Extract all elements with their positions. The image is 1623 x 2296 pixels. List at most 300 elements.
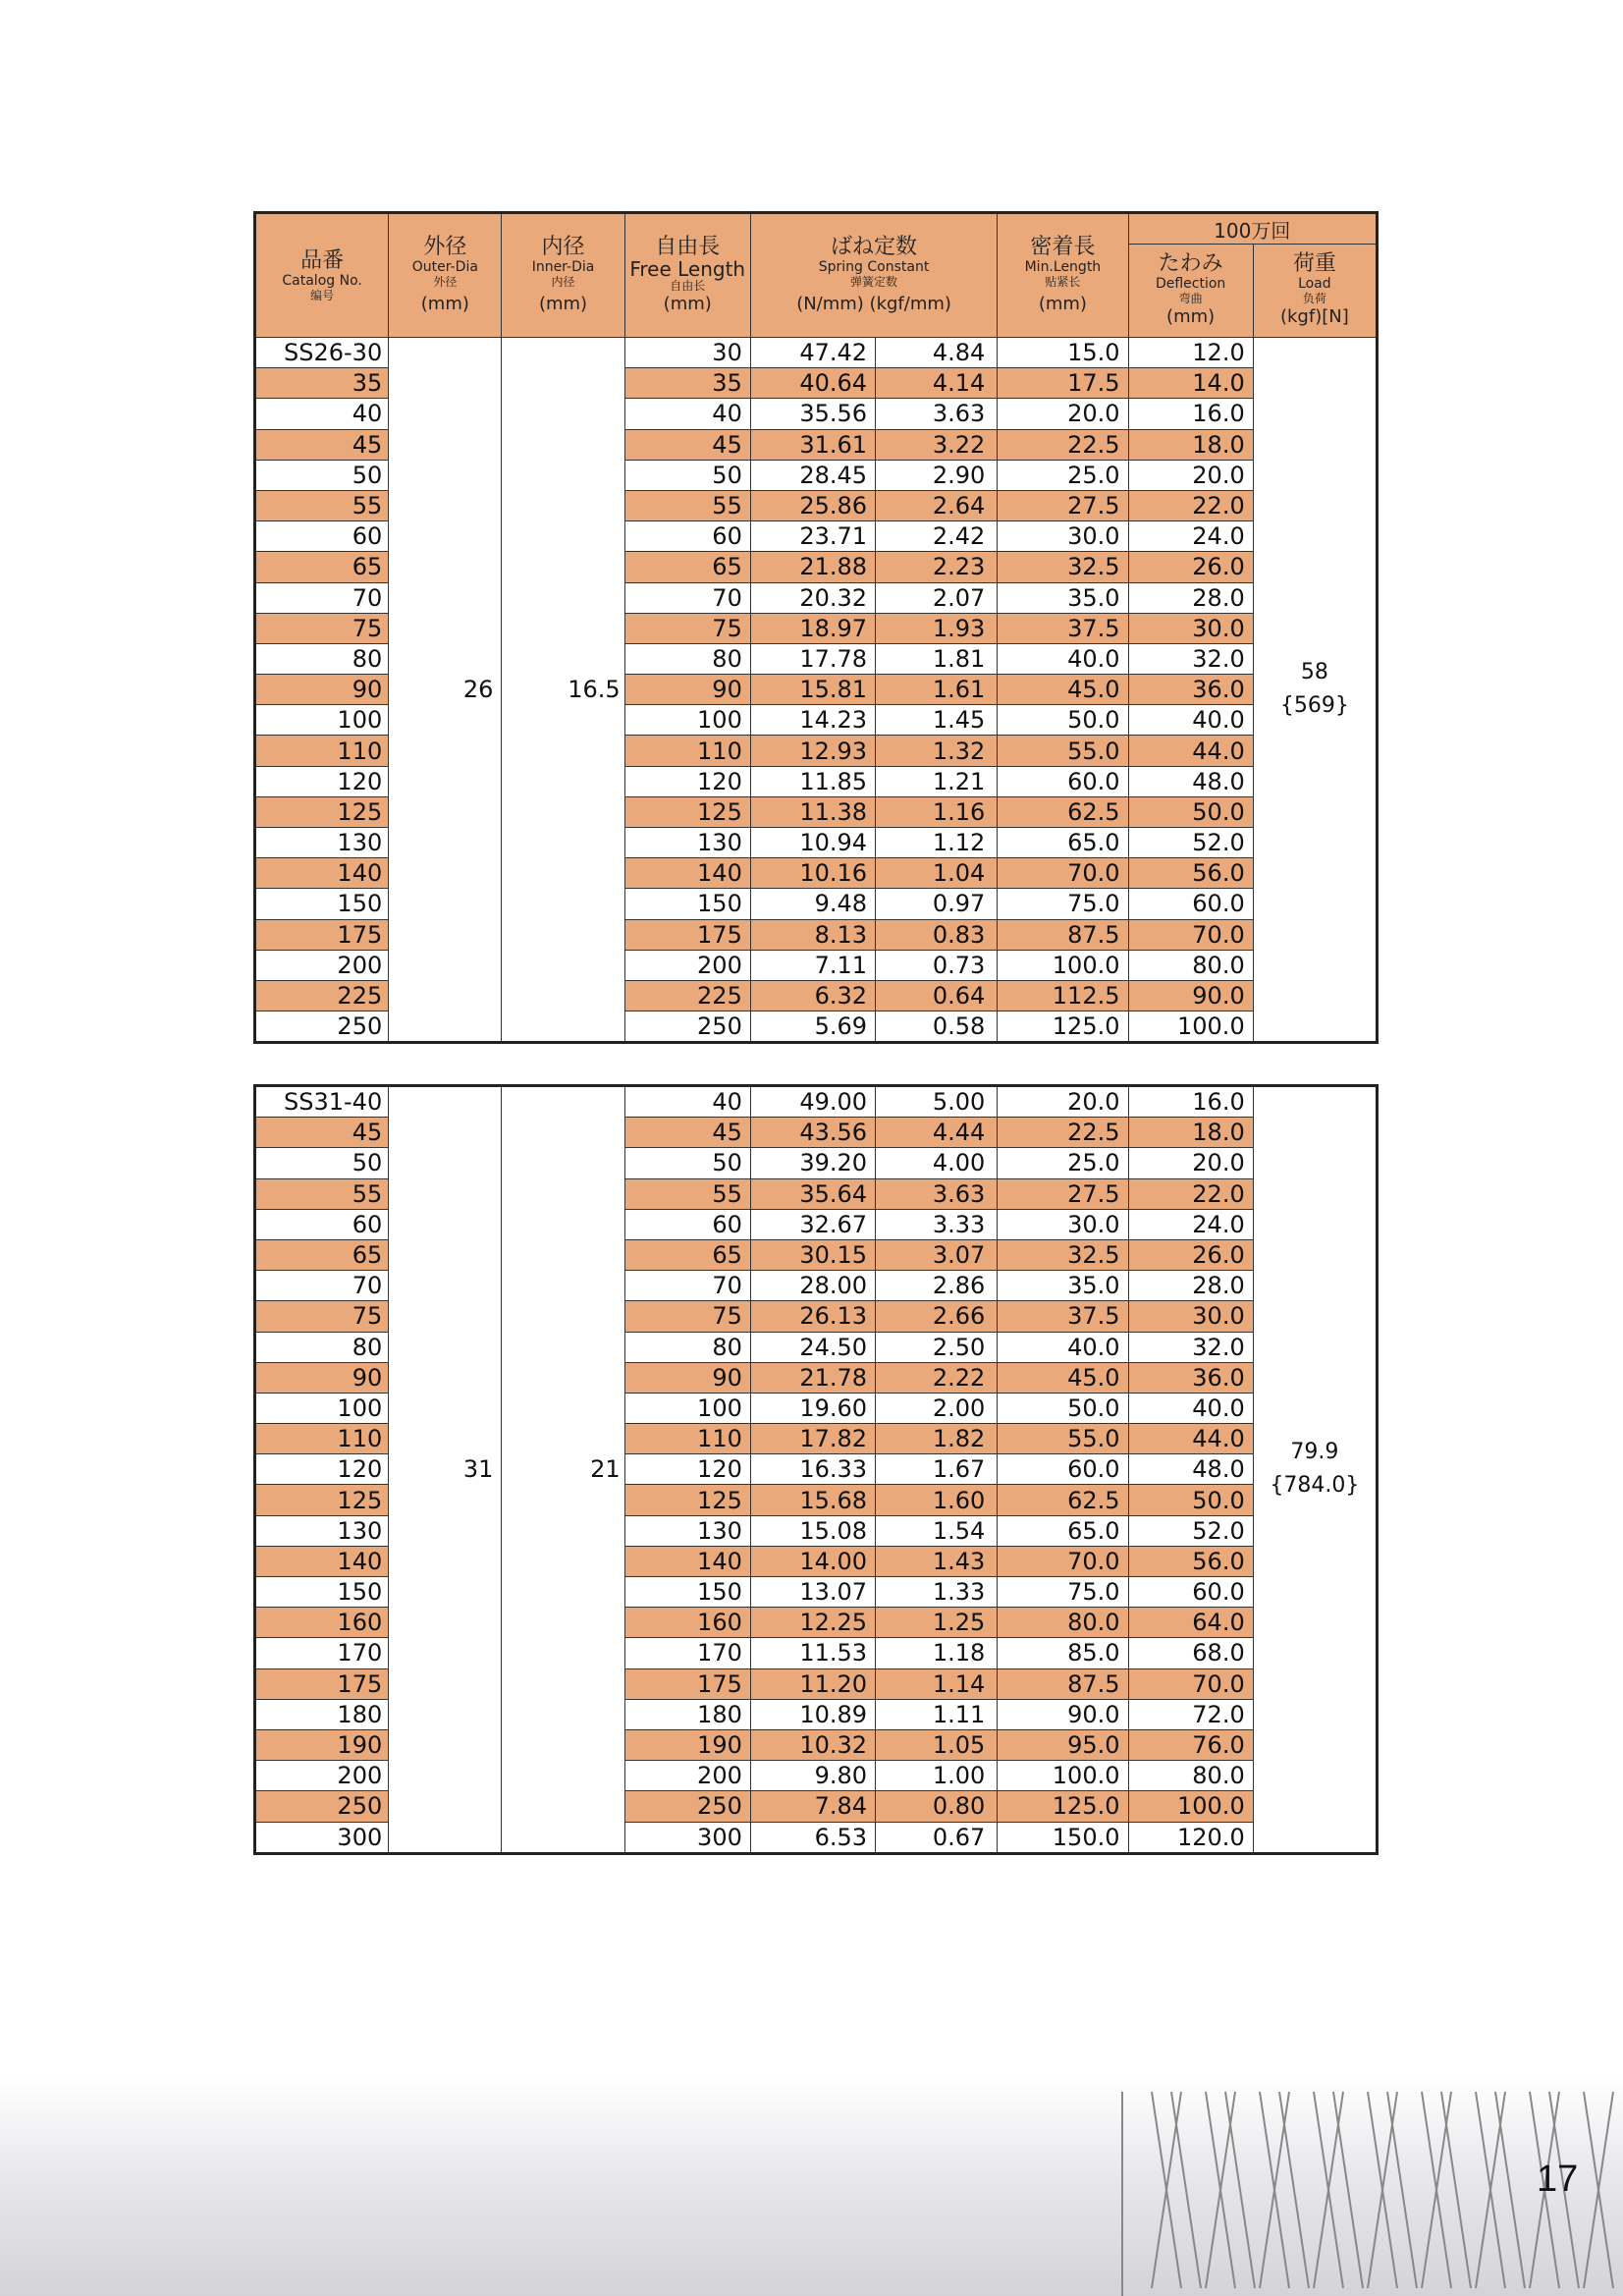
spring-constant-n-cell: 35.56 bbox=[750, 399, 875, 429]
catalog-no-cell: 225 bbox=[255, 980, 389, 1011]
spec-table-ss31 bbox=[253, 1084, 1379, 1855]
deflection-cell: 26.0 bbox=[1128, 552, 1253, 582]
min-length-cell: 80.0 bbox=[998, 1608, 1128, 1638]
catalog-no-cell: 130 bbox=[255, 828, 389, 858]
load-kgf: 79.9 bbox=[1290, 1440, 1339, 1465]
deflection-cell: 40.0 bbox=[1128, 1393, 1253, 1423]
deflection-cell: 48.0 bbox=[1128, 766, 1253, 796]
deflection-cell: 30.0 bbox=[1128, 613, 1253, 643]
catalog-no-cell: 50 bbox=[255, 460, 389, 490]
deflection-cell: 56.0 bbox=[1128, 858, 1253, 889]
header-spring-constant: ばね定数 Spring Constant 弹簧定数 (N/mm) (kgf/mm) bbox=[750, 213, 997, 338]
min-length-cell: 27.5 bbox=[998, 1178, 1128, 1209]
min-length-cell: 20.0 bbox=[998, 399, 1128, 429]
min-length-cell: 27.5 bbox=[998, 490, 1128, 520]
deflection-cell: 80.0 bbox=[1128, 1761, 1253, 1791]
min-length-cell: 37.5 bbox=[998, 613, 1128, 643]
deflection-cell: 100.0 bbox=[1128, 1791, 1253, 1822]
catalog-no-cell: 50 bbox=[255, 1148, 389, 1178]
min-length-cell: 30.0 bbox=[998, 1209, 1128, 1239]
spring-constant-n-cell: 9.80 bbox=[750, 1761, 875, 1791]
page-number: 17 bbox=[1537, 2159, 1579, 2200]
spring-constant-kgf-cell: 3.07 bbox=[876, 1239, 998, 1270]
deflection-cell: 52.0 bbox=[1128, 1515, 1253, 1546]
catalog-no-cell: 120 bbox=[255, 1454, 389, 1485]
deflection-cell: 100.0 bbox=[1128, 1011, 1253, 1043]
deflection-cell: 18.0 bbox=[1128, 429, 1253, 460]
spring-constant-kgf-cell: 4.44 bbox=[876, 1118, 998, 1148]
min-length-cell: 75.0 bbox=[998, 1577, 1128, 1608]
spring-constant-kgf-cell: 1.05 bbox=[876, 1729, 998, 1760]
catalog-no-cell: 45 bbox=[255, 429, 389, 460]
free-length-cell: 175 bbox=[624, 1668, 750, 1699]
catalog-no-cell: 110 bbox=[255, 1424, 389, 1454]
catalog-no-cell: 35 bbox=[255, 368, 389, 399]
free-length-cell: 75 bbox=[624, 613, 750, 643]
catalog-no-cell: 150 bbox=[255, 889, 389, 919]
catalog-no-cell: 60 bbox=[255, 521, 389, 552]
deflection-cell: 16.0 bbox=[1128, 399, 1253, 429]
table-body bbox=[255, 338, 1378, 1043]
free-length-cell: 45 bbox=[624, 429, 750, 460]
catalog-no-cell: 70 bbox=[255, 1271, 389, 1301]
load-cell bbox=[1253, 338, 1377, 1043]
catalog-no-cell: 110 bbox=[255, 736, 389, 766]
spring-constant-kgf-cell: 1.25 bbox=[876, 1608, 998, 1638]
spring-constant-kgf-cell: 1.12 bbox=[876, 828, 998, 858]
min-length-cell: 22.5 bbox=[998, 1118, 1128, 1148]
free-length-cell: 110 bbox=[624, 736, 750, 766]
deflection-cell: 28.0 bbox=[1128, 1271, 1253, 1301]
free-length-cell: 60 bbox=[624, 1209, 750, 1239]
deflection-cell: 32.0 bbox=[1128, 643, 1253, 674]
free-length-cell: 55 bbox=[624, 1178, 750, 1209]
spring-constant-n-cell: 21.88 bbox=[750, 552, 875, 582]
spring-constant-kgf-cell: 3.22 bbox=[876, 429, 998, 460]
spring-constant-n-cell: 30.15 bbox=[750, 1239, 875, 1270]
spring-constant-n-cell: 28.00 bbox=[750, 1271, 875, 1301]
free-length-cell: 75 bbox=[624, 1301, 750, 1332]
spring-constant-n-cell: 21.78 bbox=[750, 1362, 875, 1393]
spec-table-ss26 bbox=[253, 211, 1379, 1044]
catalog-no-cell: 40 bbox=[255, 399, 389, 429]
catalog-no-cell: 125 bbox=[255, 796, 389, 827]
min-length-cell: 50.0 bbox=[998, 1393, 1128, 1423]
free-length-cell: 30 bbox=[624, 338, 750, 368]
deflection-cell: 80.0 bbox=[1128, 950, 1253, 980]
spring-constant-kgf-cell: 1.61 bbox=[876, 675, 998, 705]
deflection-cell: 22.0 bbox=[1128, 1178, 1253, 1209]
deflection-cell: 16.0 bbox=[1128, 1086, 1253, 1118]
free-length-cell: 35 bbox=[624, 368, 750, 399]
min-length-cell: 87.5 bbox=[998, 919, 1128, 950]
spring-constant-kgf-cell: 2.66 bbox=[876, 1301, 998, 1332]
min-length-cell: 125.0 bbox=[998, 1791, 1128, 1822]
free-length-cell: 65 bbox=[624, 552, 750, 582]
spring-constant-kgf-cell: 2.86 bbox=[876, 1271, 998, 1301]
spring-constant-n-cell: 40.64 bbox=[750, 368, 875, 399]
free-length-cell: 225 bbox=[624, 980, 750, 1011]
catalog-no-cell: 60 bbox=[255, 1209, 389, 1239]
spring-constant-n-cell: 10.16 bbox=[750, 858, 875, 889]
spring-constant-kgf-cell: 1.81 bbox=[876, 643, 998, 674]
catalog-no-cell: 75 bbox=[255, 1301, 389, 1332]
free-length-cell: 160 bbox=[624, 1608, 750, 1638]
spring-constant-n-cell: 11.38 bbox=[750, 796, 875, 827]
free-length-cell: 300 bbox=[624, 1822, 750, 1853]
deflection-cell: 52.0 bbox=[1128, 828, 1253, 858]
spring-constant-n-cell: 25.86 bbox=[750, 490, 875, 520]
spring-constant-n-cell: 47.42 bbox=[750, 338, 875, 368]
deflection-cell: 120.0 bbox=[1128, 1822, 1253, 1853]
spring-constant-kgf-cell: 2.42 bbox=[876, 521, 998, 552]
min-length-cell: 25.0 bbox=[998, 460, 1128, 490]
min-length-cell: 20.0 bbox=[998, 1086, 1128, 1118]
catalog-no-cell: 190 bbox=[255, 1729, 389, 1760]
inner-dia-cell: 21 bbox=[502, 1086, 624, 1854]
catalog-no-cell: 90 bbox=[255, 1362, 389, 1393]
free-length-cell: 130 bbox=[624, 828, 750, 858]
catalog-no-cell: 45 bbox=[255, 1118, 389, 1148]
spring-constant-kgf-cell: 2.90 bbox=[876, 460, 998, 490]
deflection-cell: 26.0 bbox=[1128, 1239, 1253, 1270]
spring-constant-n-cell: 11.20 bbox=[750, 1668, 875, 1699]
spring-constant-kgf-cell: 2.23 bbox=[876, 552, 998, 582]
min-length-cell: 125.0 bbox=[998, 1011, 1128, 1043]
min-length-cell: 32.5 bbox=[998, 552, 1128, 582]
spring-constant-n-cell: 11.53 bbox=[750, 1638, 875, 1668]
spring-constant-n-cell: 5.69 bbox=[750, 1011, 875, 1043]
spring-constant-n-cell: 6.53 bbox=[750, 1822, 875, 1853]
spring-constant-n-cell: 9.48 bbox=[750, 889, 875, 919]
min-length-cell: 100.0 bbox=[998, 1761, 1128, 1791]
spring-constant-kgf-cell: 1.18 bbox=[876, 1638, 998, 1668]
spring-constant-n-cell: 6.32 bbox=[750, 980, 875, 1011]
free-length-cell: 200 bbox=[624, 950, 750, 980]
spring-constant-kgf-cell: 1.16 bbox=[876, 796, 998, 827]
catalog-no-cell: 250 bbox=[255, 1791, 389, 1822]
catalog-no-cell: 80 bbox=[255, 1332, 389, 1362]
spring-constant-kgf-cell: 0.67 bbox=[876, 1822, 998, 1853]
deflection-cell: 60.0 bbox=[1128, 1577, 1253, 1608]
min-length-cell: 95.0 bbox=[998, 1729, 1128, 1760]
deflection-cell: 60.0 bbox=[1128, 889, 1253, 919]
catalog-no-cell: 180 bbox=[255, 1699, 389, 1729]
free-length-cell: 65 bbox=[624, 1239, 750, 1270]
free-length-cell: 110 bbox=[624, 1424, 750, 1454]
free-length-cell: 130 bbox=[624, 1515, 750, 1546]
spring-constant-n-cell: 23.71 bbox=[750, 521, 875, 552]
spring-constant-n-cell: 8.13 bbox=[750, 919, 875, 950]
spring-constant-n-cell: 19.60 bbox=[750, 1393, 875, 1423]
min-length-cell: 35.0 bbox=[998, 1271, 1128, 1301]
spring-constant-n-cell: 10.94 bbox=[750, 828, 875, 858]
spring-constant-kgf-cell: 1.60 bbox=[876, 1485, 998, 1515]
spring-constant-n-cell: 28.45 bbox=[750, 460, 875, 490]
spring-constant-kgf-cell: 1.21 bbox=[876, 766, 998, 796]
spring-constant-n-cell: 26.13 bbox=[750, 1301, 875, 1332]
inner-dia-cell: 16.5 bbox=[502, 338, 624, 1043]
catalog-no-cell: 55 bbox=[255, 1178, 389, 1209]
spring-constant-kgf-cell: 1.04 bbox=[876, 858, 998, 889]
min-length-cell: 35.0 bbox=[998, 582, 1128, 613]
spring-constant-n-cell: 15.81 bbox=[750, 675, 875, 705]
deflection-cell: 40.0 bbox=[1128, 705, 1253, 736]
spring-constant-kgf-cell: 1.82 bbox=[876, 1424, 998, 1454]
table-body bbox=[255, 1086, 1378, 1854]
free-length-cell: 250 bbox=[624, 1791, 750, 1822]
min-length-cell: 17.5 bbox=[998, 368, 1128, 399]
catalog-no-cell: 80 bbox=[255, 643, 389, 674]
spring-constant-kgf-cell: 2.00 bbox=[876, 1393, 998, 1423]
free-length-cell: 125 bbox=[624, 796, 750, 827]
free-length-cell: 250 bbox=[624, 1011, 750, 1043]
spring-constant-kgf-cell: 1.45 bbox=[876, 705, 998, 736]
deflection-cell: 68.0 bbox=[1128, 1638, 1253, 1668]
outer-dia-cell: 31 bbox=[389, 1086, 502, 1854]
spring-constant-kgf-cell: 5.00 bbox=[876, 1086, 998, 1118]
deflection-cell: 22.0 bbox=[1128, 490, 1253, 520]
free-length-cell: 80 bbox=[624, 643, 750, 674]
spring-constant-n-cell: 24.50 bbox=[750, 1332, 875, 1362]
table-header bbox=[255, 213, 1378, 338]
min-length-cell: 15.0 bbox=[998, 338, 1128, 368]
catalog-no-cell: 125 bbox=[255, 1485, 389, 1515]
catalog-no-cell: 250 bbox=[255, 1011, 389, 1043]
spring-constant-kgf-cell: 1.67 bbox=[876, 1454, 998, 1485]
header-free-length: 自由長 Free Length 自由长 (mm) bbox=[624, 213, 750, 338]
header-deflection: たわみ Deflection 弯曲 (mm) bbox=[1128, 245, 1253, 338]
catalog-no-cell: 175 bbox=[255, 919, 389, 950]
free-length-cell: 180 bbox=[624, 1699, 750, 1729]
free-length-cell: 140 bbox=[624, 1546, 750, 1576]
spring-constant-kgf-cell: 1.14 bbox=[876, 1668, 998, 1699]
spring-constant-n-cell: 12.93 bbox=[750, 736, 875, 766]
spring-constant-kgf-cell: 1.93 bbox=[876, 613, 998, 643]
spring-constant-n-cell: 35.64 bbox=[750, 1178, 875, 1209]
catalog-no-cell: 160 bbox=[255, 1608, 389, 1638]
spring-constant-n-cell: 12.25 bbox=[750, 1608, 875, 1638]
free-length-cell: 90 bbox=[624, 675, 750, 705]
deflection-cell: 64.0 bbox=[1128, 1608, 1253, 1638]
spring-constant-n-cell: 15.68 bbox=[750, 1485, 875, 1515]
catalog-no-cell: 200 bbox=[255, 950, 389, 980]
min-length-cell: 55.0 bbox=[998, 736, 1128, 766]
spring-constant-kgf-cell: 0.58 bbox=[876, 1011, 998, 1043]
min-length-cell: 70.0 bbox=[998, 858, 1128, 889]
deflection-cell: 32.0 bbox=[1128, 1332, 1253, 1362]
spring-constant-n-cell: 13.07 bbox=[750, 1577, 875, 1608]
free-length-cell: 140 bbox=[624, 858, 750, 889]
catalog-no-cell: 175 bbox=[255, 1668, 389, 1699]
spring-constant-kgf-cell: 0.64 bbox=[876, 980, 998, 1011]
min-length-cell: 60.0 bbox=[998, 1454, 1128, 1485]
table-row bbox=[255, 1086, 1378, 1118]
spring-constant-n-cell: 17.82 bbox=[750, 1424, 875, 1454]
catalog-no-cell: 130 bbox=[255, 1515, 389, 1546]
free-length-cell: 40 bbox=[624, 1086, 750, 1118]
free-length-cell: 70 bbox=[624, 1271, 750, 1301]
free-length-cell: 55 bbox=[624, 490, 750, 520]
deflection-cell: 36.0 bbox=[1128, 1362, 1253, 1393]
min-length-cell: 62.5 bbox=[998, 796, 1128, 827]
table-row bbox=[255, 338, 1378, 368]
min-length-cell: 25.0 bbox=[998, 1148, 1128, 1178]
spring-constant-kgf-cell: 3.63 bbox=[876, 1178, 998, 1209]
deflection-cell: 72.0 bbox=[1128, 1699, 1253, 1729]
min-length-cell: 45.0 bbox=[998, 1362, 1128, 1393]
spring-constant-n-cell: 18.97 bbox=[750, 613, 875, 643]
min-length-cell: 40.0 bbox=[998, 643, 1128, 674]
catalog-no-cell: 300 bbox=[255, 1822, 389, 1853]
spring-constant-kgf-cell: 4.14 bbox=[876, 368, 998, 399]
min-length-cell: 30.0 bbox=[998, 521, 1128, 552]
catalog-no-cell: 200 bbox=[255, 1761, 389, 1791]
spring-constant-n-cell: 32.67 bbox=[750, 1209, 875, 1239]
load-kgf: 58 bbox=[1300, 660, 1328, 685]
catalog-no-cell: 55 bbox=[255, 490, 389, 520]
min-length-cell: 65.0 bbox=[998, 1515, 1128, 1546]
free-length-cell: 120 bbox=[624, 1454, 750, 1485]
min-length-cell: 112.5 bbox=[998, 980, 1128, 1011]
spring-constant-n-cell: 15.08 bbox=[750, 1515, 875, 1546]
spring-constant-kgf-cell: 0.97 bbox=[876, 889, 998, 919]
deflection-cell: 36.0 bbox=[1128, 675, 1253, 705]
deflection-cell: 70.0 bbox=[1128, 1668, 1253, 1699]
min-length-cell: 37.5 bbox=[998, 1301, 1128, 1332]
free-length-cell: 40 bbox=[624, 399, 750, 429]
outer-dia-cell: 26 bbox=[389, 338, 502, 1043]
min-length-cell: 55.0 bbox=[998, 1424, 1128, 1454]
free-length-cell: 200 bbox=[624, 1761, 750, 1791]
spring-constant-n-cell: 49.00 bbox=[750, 1086, 875, 1118]
spring-constant-kgf-cell: 3.33 bbox=[876, 1209, 998, 1239]
catalog-no-cell: 65 bbox=[255, 1239, 389, 1270]
catalog-no-cell: 100 bbox=[255, 705, 389, 736]
free-length-cell: 70 bbox=[624, 582, 750, 613]
deflection-cell: 56.0 bbox=[1128, 1546, 1253, 1576]
min-length-cell: 22.5 bbox=[998, 429, 1128, 460]
spring-constant-kgf-cell: 4.00 bbox=[876, 1148, 998, 1178]
free-length-cell: 150 bbox=[624, 889, 750, 919]
catalog-no-cell: SS26-30 bbox=[255, 338, 389, 368]
catalog-no-cell: 140 bbox=[255, 858, 389, 889]
spring-constant-n-cell: 43.56 bbox=[750, 1118, 875, 1148]
spring-constant-n-cell: 14.23 bbox=[750, 705, 875, 736]
deflection-cell: 24.0 bbox=[1128, 521, 1253, 552]
catalog-no-cell: 150 bbox=[255, 1577, 389, 1608]
free-length-cell: 60 bbox=[624, 521, 750, 552]
header-catalog: 品番 Catalog No. 编号 bbox=[255, 213, 389, 338]
spring-constant-kgf-cell: 1.11 bbox=[876, 1699, 998, 1729]
min-length-cell: 62.5 bbox=[998, 1485, 1128, 1515]
spring-constant-kgf-cell: 3.63 bbox=[876, 399, 998, 429]
spring-constant-kgf-cell: 1.00 bbox=[876, 1761, 998, 1791]
deflection-cell: 20.0 bbox=[1128, 460, 1253, 490]
header-cycles: 100万回 bbox=[1128, 213, 1378, 245]
min-length-cell: 90.0 bbox=[998, 1699, 1128, 1729]
deflection-cell: 28.0 bbox=[1128, 582, 1253, 613]
free-length-cell: 45 bbox=[624, 1118, 750, 1148]
deflection-cell: 30.0 bbox=[1128, 1301, 1253, 1332]
spring-constant-kgf-cell: 0.83 bbox=[876, 919, 998, 950]
spring-constant-kgf-cell: 2.64 bbox=[876, 490, 998, 520]
min-length-cell: 100.0 bbox=[998, 950, 1128, 980]
spring-constant-n-cell: 11.85 bbox=[750, 766, 875, 796]
deflection-cell: 44.0 bbox=[1128, 736, 1253, 766]
spring-constant-kgf-cell: 1.33 bbox=[876, 1577, 998, 1608]
spring-constant-n-cell: 17.78 bbox=[750, 643, 875, 674]
min-length-cell: 60.0 bbox=[998, 766, 1128, 796]
spring-constant-kgf-cell: 4.84 bbox=[876, 338, 998, 368]
header-outer-dia: 外径 Outer-Dia 外径 (mm) bbox=[389, 213, 502, 338]
header-min-length: 密着長 Min.Length 贴紧长 (mm) bbox=[998, 213, 1128, 338]
min-length-cell: 75.0 bbox=[998, 889, 1128, 919]
spring-constant-kgf-cell: 2.22 bbox=[876, 1362, 998, 1393]
load-n: {569} bbox=[1279, 693, 1349, 719]
catalog-no-cell: 170 bbox=[255, 1638, 389, 1668]
header-load: 荷重 Load 负荷 (kgf)[N] bbox=[1253, 245, 1377, 338]
catalog-no-cell: 65 bbox=[255, 552, 389, 582]
free-length-cell: 50 bbox=[624, 1148, 750, 1178]
deflection-cell: 48.0 bbox=[1128, 1454, 1253, 1485]
header-inner-dia: 内径 Inner-Dia 内径 (mm) bbox=[502, 213, 624, 338]
min-length-cell: 45.0 bbox=[998, 675, 1128, 705]
free-length-cell: 50 bbox=[624, 460, 750, 490]
spring-constant-kgf-cell: 1.32 bbox=[876, 736, 998, 766]
spring-constant-kgf-cell: 0.80 bbox=[876, 1791, 998, 1822]
min-length-cell: 150.0 bbox=[998, 1822, 1128, 1853]
free-length-cell: 175 bbox=[624, 919, 750, 950]
spring-constant-n-cell: 7.84 bbox=[750, 1791, 875, 1822]
spring-constant-n-cell: 10.32 bbox=[750, 1729, 875, 1760]
free-length-cell: 150 bbox=[624, 1577, 750, 1608]
free-length-cell: 125 bbox=[624, 1485, 750, 1515]
free-length-cell: 90 bbox=[624, 1362, 750, 1393]
free-length-cell: 190 bbox=[624, 1729, 750, 1760]
load-n: {784.0} bbox=[1270, 1473, 1360, 1499]
spring-constant-kgf-cell: 2.50 bbox=[876, 1332, 998, 1362]
free-length-cell: 120 bbox=[624, 766, 750, 796]
min-length-cell: 70.0 bbox=[998, 1546, 1128, 1576]
load-cell bbox=[1253, 1086, 1377, 1854]
deflection-cell: 76.0 bbox=[1128, 1729, 1253, 1760]
spring-constant-n-cell: 31.61 bbox=[750, 429, 875, 460]
min-length-cell: 50.0 bbox=[998, 705, 1128, 736]
spring-constant-kgf-cell: 0.73 bbox=[876, 950, 998, 980]
spring-constant-n-cell: 39.20 bbox=[750, 1148, 875, 1178]
catalog-no-cell: 70 bbox=[255, 582, 389, 613]
min-length-cell: 87.5 bbox=[998, 1668, 1128, 1699]
deflection-cell: 18.0 bbox=[1128, 1118, 1253, 1148]
deflection-cell: 44.0 bbox=[1128, 1424, 1253, 1454]
deflection-cell: 20.0 bbox=[1128, 1148, 1253, 1178]
deflection-cell: 90.0 bbox=[1128, 980, 1253, 1011]
spring-constant-kgf-cell: 1.54 bbox=[876, 1515, 998, 1546]
catalog-no-cell: 140 bbox=[255, 1546, 389, 1576]
free-length-cell: 100 bbox=[624, 705, 750, 736]
catalog-no-cell: 75 bbox=[255, 613, 389, 643]
spring-constant-kgf-cell: 1.43 bbox=[876, 1546, 998, 1576]
deflection-cell: 70.0 bbox=[1128, 919, 1253, 950]
deflection-cell: 14.0 bbox=[1128, 368, 1253, 399]
catalog-no-cell: 90 bbox=[255, 675, 389, 705]
deflection-cell: 12.0 bbox=[1128, 338, 1253, 368]
catalog-no-cell: 100 bbox=[255, 1393, 389, 1423]
spring-constant-n-cell: 16.33 bbox=[750, 1454, 875, 1485]
spring-constant-n-cell: 10.89 bbox=[750, 1699, 875, 1729]
free-length-cell: 100 bbox=[624, 1393, 750, 1423]
